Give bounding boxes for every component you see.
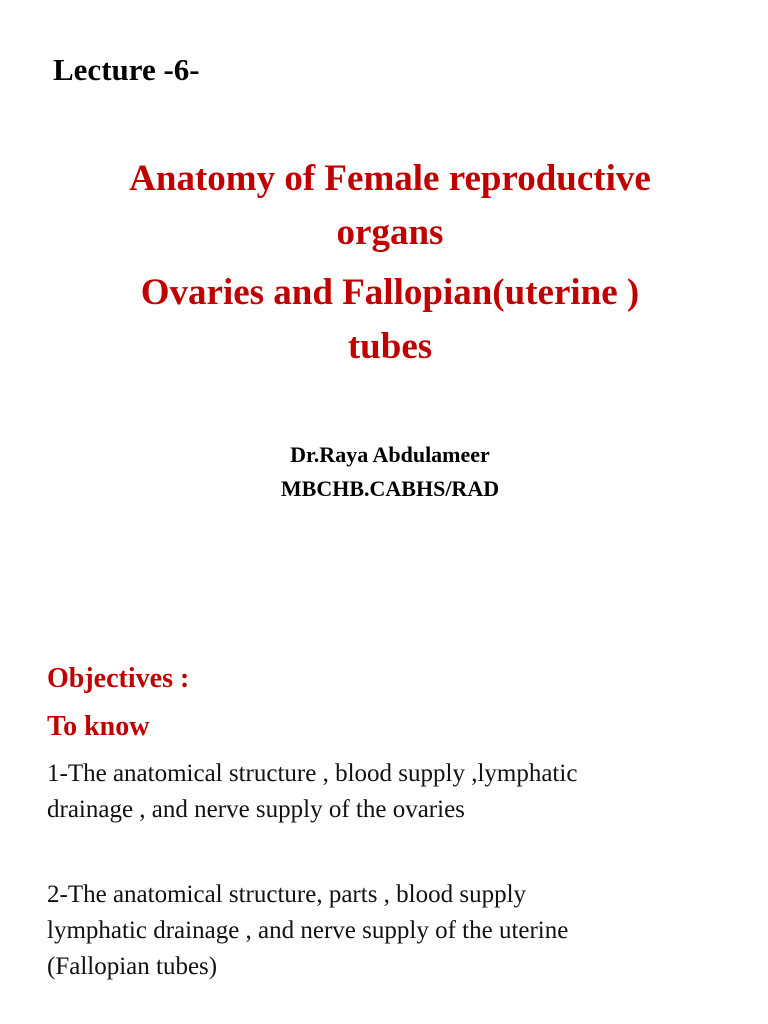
title-line: Anatomy of Female reproductive — [129, 158, 651, 199]
title-sub — [0, 266, 768, 374]
objectives-subheading: To know — [47, 711, 150, 742]
objective-line: 1-The anatomical structure , blood supply ,lymphatic — [47, 760, 578, 787]
title-line: tubes — [347, 326, 433, 367]
objective-line: drainage , and nerve supply of the ovaries — [47, 796, 465, 823]
objective-item — [47, 756, 747, 828]
objectives-heading: Objectives : — [47, 663, 190, 694]
objective-line: lymphatic drainage , and nerve supply of the uterine — [47, 917, 569, 944]
title-line: organs — [336, 212, 444, 253]
title-main — [0, 152, 768, 260]
title-line: Ovaries and Fallopian(uterine ) — [140, 272, 640, 313]
objective-item — [47, 877, 747, 985]
lecture-label: Lecture -6- — [53, 52, 200, 87]
author-block — [0, 438, 768, 506]
author-name: Dr.Raya Abdulameer — [290, 442, 490, 467]
objective-line: (Fallopian tubes) — [47, 953, 218, 980]
author-credentials: MBCHB.CABHS/RAD — [280, 476, 500, 501]
objective-line: 2-The anatomical structure, parts , blood supply — [47, 881, 527, 908]
